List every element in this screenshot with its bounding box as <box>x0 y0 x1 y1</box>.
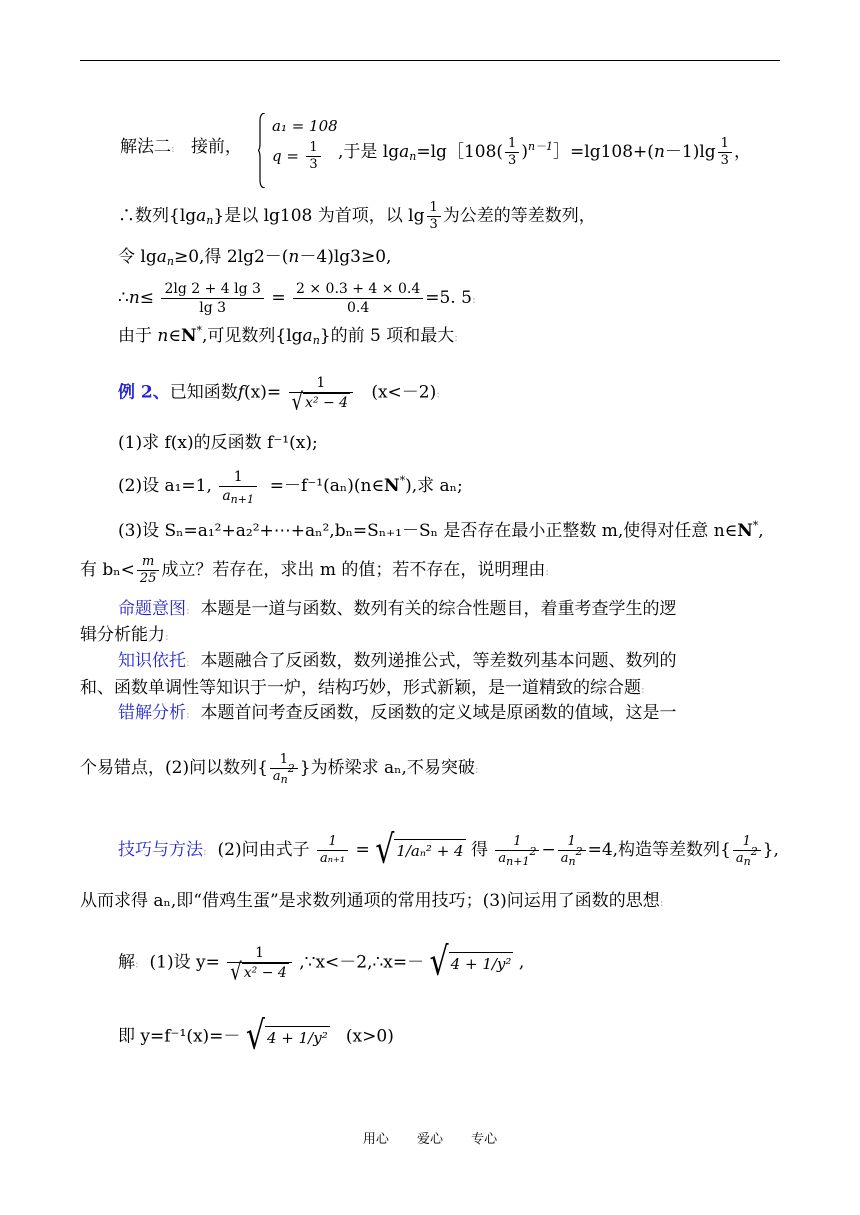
text: 辑分析能力 <box>80 625 165 645</box>
fraction <box>317 834 348 867</box>
text: 个易错点，(2)问以数列{ <box>80 758 268 778</box>
radicand: x² − 4 <box>305 395 349 411</box>
text: ∴数列{lg <box>118 206 197 226</box>
text: (2)设 a₁=1, <box>118 476 212 496</box>
footer-word: 用心 <box>362 1132 389 1147</box>
basis-line2: 和、函数单调性等知识于一炉，结构巧妙，形式新颖，是一道精致的综合题: <box>80 678 645 698</box>
eq-text: ， <box>733 142 751 162</box>
text: =5. 5 <box>425 288 472 308</box>
fraction <box>306 140 320 173</box>
text: (x)= <box>244 382 282 403</box>
frac-den: 3 <box>508 153 517 168</box>
frac-num: 1 <box>317 834 348 851</box>
n-var: n <box>157 326 169 346</box>
fraction: $\frac{1}{a_n^2}$ <box>733 834 761 867</box>
method-line2: 从而求得 aₙ,即“借鸡生蛋”是求数列通项的常用技巧；(3)问运用了函数的思想: <box>80 891 664 911</box>
solution-label: 解 <box>118 952 135 973</box>
text: (1)设 y= <box>149 952 220 973</box>
frac-den: 25 <box>139 571 157 586</box>
eq-text: =lg［108( <box>416 142 504 162</box>
header-rule <box>80 60 780 61</box>
text: ≥0,得 2lg2－( <box>173 247 289 267</box>
fraction <box>293 280 423 317</box>
basis-label: 知识依托 <box>118 651 186 671</box>
text: =－f⁻¹(aₙ)(n∈ <box>269 476 385 496</box>
line3: 令 lga$_n$≥0,得 2lg2－(n－4)lg3≥0, <box>118 247 392 268</box>
fraction <box>505 136 519 169</box>
fraction <box>289 374 354 416</box>
fraction <box>427 200 441 233</box>
text: (x<－2) <box>371 382 437 403</box>
fraction: $\frac{1}{a_n^2}$ <box>270 752 298 785</box>
sqrt: √ 4 + 1/y² <box>429 939 512 986</box>
intent-line2: 辑分析能力: <box>80 625 169 645</box>
brace-icon <box>258 113 266 188</box>
a-var: a <box>399 142 410 162</box>
set-N: N <box>384 476 400 496</box>
solution-line: 解: (1)设 y= $\frac{1}{\text{√ x² − 4}}$ ,∵x<－2,∴x=－ √ 4 + 1/y² , <box>118 939 525 986</box>
fraction: $\frac{1}{a_{n+1}^2}$ <box>495 834 539 867</box>
sqrt: √ x² − 4 <box>230 958 287 986</box>
footer-word: 爱心 <box>416 1132 443 1147</box>
frac-den: 3 <box>309 157 318 172</box>
sqrt: √ 1/aₙ² + 4 <box>375 827 464 873</box>
frac-den: a <box>222 488 231 504</box>
fraction: $\frac{1}{a_n^2}$ <box>558 834 586 867</box>
text: }的前 5 项和最大 <box>319 326 455 346</box>
fraction <box>219 468 257 505</box>
basis-line: 知识依托: 本题融合了反函数，数列递推公式，等差数列基本问题、数列的 <box>118 651 677 671</box>
question-2: (2)设 a₁=1, $\frac{1}{a_{n+1}}$ =－f⁻¹(aₙ)(n∈N*),求 aₙ; <box>118 469 463 506</box>
text: 从而求得 aₙ,即“借鸡生蛋”是求数列通项的常用技巧；(3)问运用了函数的思想 <box>80 891 660 911</box>
frac-num: 1 <box>219 468 257 487</box>
question-3b: 有 bₙ< $\frac{m}{25}$ 成立？若存在，求出 m 的值；若不存在，说明理由: <box>80 554 550 586</box>
frac-num: 1 <box>306 140 320 157</box>
frac-den: 3 <box>429 217 438 232</box>
text: 有 bₙ< <box>80 560 135 580</box>
radicand: 4 + 1/y² <box>265 1026 330 1049</box>
text: 和、函数单调性等知识于一炉，结构巧妙，形式新颖，是一道精致的综合题 <box>80 678 641 698</box>
example-label: 例 2、 <box>118 382 170 403</box>
intent-line: 命题意图: 本题是一道与函数、数列有关的综合性题目，着重考查学生的逻 <box>118 599 677 619</box>
n-var: n <box>653 142 665 162</box>
solution2-line: 解法二: 接前， <box>120 137 242 157</box>
solution2-lead: 接前， <box>190 137 242 157</box>
radicand: x² − 4 <box>243 965 287 981</box>
frac-num: 1 <box>289 374 354 393</box>
frac-num: 1 <box>270 752 298 769</box>
q-lhs: q = <box>272 147 299 165</box>
text: =4,构造等差数列{ <box>587 840 731 860</box>
error-line2: 个易错点，(2)问以数列{ $\frac{1}{a_n^2}$ }为桥梁求 aₙ,不易突破: <box>80 752 479 786</box>
text: , <box>518 952 525 973</box>
frac-den: 3 <box>720 153 729 168</box>
error-label: 错解分析 <box>118 703 186 723</box>
exponent: n－1 <box>527 140 554 153</box>
question-3: (3)设 Sₙ=a₁²+a₂²+⋯+aₙ²,bₙ=Sₙ₊₁－Sₙ 是否存在最小正整数 m,使得对任意 n∈N*, <box>118 519 764 541</box>
frac-num: 2lg 2 + 4 lg 3 <box>161 280 264 299</box>
radicand: 1/aₙ² + 4 <box>394 839 465 862</box>
f-var: f <box>237 382 245 403</box>
intent-label: 命题意图 <box>118 599 186 619</box>
frac-num: 1 <box>227 944 292 963</box>
text: ,∵x<－2,∴x=－ <box>299 952 425 973</box>
frac-num: m <box>137 554 160 571</box>
radicand: 4 + 1/y² <box>449 952 514 975</box>
text: 得 <box>471 840 488 860</box>
text: (3)设 Sₙ=a₁²+a₂²+⋯+aₙ²,bₙ=Sₙ₊₁－Sₙ 是否存在最小正整数 m,使得对任意 n∈ <box>118 521 738 541</box>
line2: ∴数列{lga$_n$}是以 lg108 为首项，以 lg $\frac{1}{3}$ 为公差的等差数列， <box>118 200 596 232</box>
subscript: n+1 <box>230 493 254 506</box>
frac-num: 1 <box>718 136 732 153</box>
eq-text: ］=lg108+( <box>553 142 654 162</box>
solution2-label: 解法二 <box>120 137 171 157</box>
text: }为桥梁求 aₙ,不易突破 <box>299 758 475 778</box>
frac-den: aₙ₊₁ <box>320 851 346 866</box>
eq-text: ,于是 lg <box>338 142 400 162</box>
text: (x>0) <box>345 1026 394 1047</box>
text: ≤ <box>139 288 155 308</box>
text: －4)lg3≥0, <box>299 247 392 267</box>
frac-num: 1 <box>505 136 519 153</box>
frac-den: lg 3 <box>199 300 227 316</box>
frac-den: 0.4 <box>346 300 370 316</box>
n-var: n <box>288 247 300 267</box>
sqrt: √ 4 + 1/y² <box>245 1013 328 1060</box>
method-line: 技巧与方法: (2)问由式子 $\frac{1}{\text{aₙ₊₁}}$ = √ 1/aₙ² + 4 得 $\frac{1}{a_{n+1}^2}$ − $\frac{1}{a_n^2}$ =4,构造等差数列{ $\frac{1}{a_n^2}$ }, <box>118 827 779 873</box>
text: ),求 aₙ; <box>405 476 463 496</box>
error-line: 错解分析: 本题首问考查反函数，反函数的定义域是原函数的值域，这是一 <box>118 703 677 723</box>
system-a1: a₁ = 108 <box>272 117 338 135</box>
text: ∴ <box>118 288 129 308</box>
text: ,可见数列{lg <box>202 326 303 346</box>
text: , <box>758 521 764 541</box>
footer-word: 专心 <box>471 1132 498 1147</box>
line4: ∴n≤ $\frac{2\lg 2 + 4 \lg 3}{\lg 3}$ = $\frac{2 \times 0.3 + 4 \times 0.4}{0.4}$ =5. 5: <box>118 281 476 316</box>
set-N: N <box>737 521 753 541</box>
text: 成立？若存在，求出 m 的值；若不存在，说明理由 <box>161 560 546 580</box>
text: }是以 lg108 为首项，以 lg <box>213 206 425 226</box>
text: 即 y=f⁻¹(x)=－ <box>118 1026 241 1047</box>
text: (2)问由式子 <box>217 840 310 860</box>
solution-line2 <box>118 1013 394 1060</box>
text: = <box>271 288 286 308</box>
frac-den: a <box>272 769 281 784</box>
n-var: n <box>128 288 140 308</box>
eq-text: －1)lg <box>664 142 716 162</box>
fraction <box>161 280 264 317</box>
example2: 例 2、已知函数f(x)= $\frac{1}{\text{√ x² − 4}}$ (x<－2): <box>118 375 440 416</box>
text: 已知函数 <box>169 382 238 403</box>
set-N: N <box>180 326 197 346</box>
text: = <box>355 840 370 860</box>
text: }, <box>762 840 779 860</box>
text: ∈ <box>168 326 181 346</box>
text: 本题是一道与函数、数列有关的综合性题目，着重考查学生的逻 <box>200 599 677 619</box>
text: 本题融合了反函数，数列递推公式，等差数列基本问题、数列的 <box>200 651 677 671</box>
sqrt: √ x² − 4 <box>291 388 349 416</box>
page-footer <box>0 1128 860 1147</box>
text: 为公差的等差数列， <box>442 206 596 226</box>
fraction <box>137 554 160 587</box>
system-q <box>272 140 323 173</box>
method-label: 技巧与方法 <box>118 840 203 860</box>
text: 本题首问考查反函数，反函数的定义域是原函数的值域，这是一 <box>200 703 677 723</box>
frac-num: 2 × 0.3 + 4 × 0.4 <box>293 280 423 299</box>
frac-num: 1 <box>427 200 441 217</box>
text: 令 lg <box>118 247 157 267</box>
line5: 由于 n∈N*,可见数列{lga$_n$}的前 5 项和最大: <box>118 324 458 347</box>
fraction <box>718 136 732 169</box>
solution2-eq: ,于是 lga$_n$=lg［108( $\frac{1}{3}$ )$^{n-1}$］=lg108+(n－1)lg $\frac{1}{3}$ ， <box>338 136 751 168</box>
question-1: (1)求 f(x)的反函数 f⁻¹(x); <box>118 433 318 453</box>
fraction <box>227 944 292 986</box>
text: 由于 <box>118 326 152 346</box>
